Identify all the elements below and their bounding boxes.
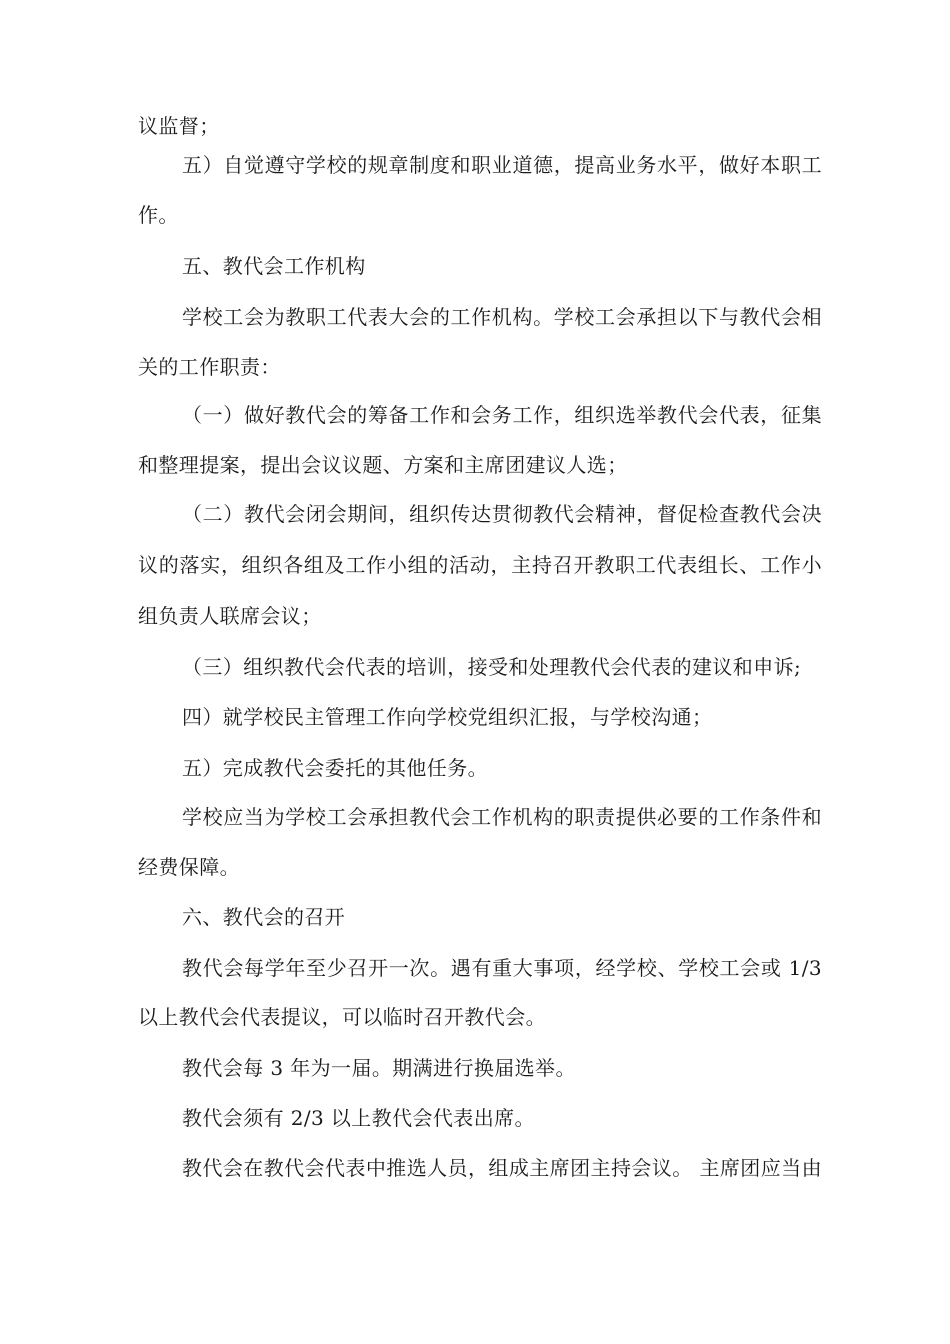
- text-line: 四）就学校民主管理工作向学校党组织汇报，与学校沟通；: [182, 705, 713, 729]
- text-line: 经费保障。: [138, 855, 240, 879]
- text-line: 学校工会为教职工代表大会的工作机构。学校工会承担以下与教代会相: [182, 305, 822, 329]
- text-line: 议监督；: [138, 114, 220, 138]
- text-line: 组负责人联席会议；: [138, 604, 322, 628]
- text-line: 以上教代会代表提议，可以临时召开教代会。: [138, 1005, 546, 1029]
- text-line: （三）组织教代会代表的培训，接受和处理教代会代表的建议和申诉;: [182, 655, 802, 679]
- text-line: 五）完成教代会委托的其他任务。: [182, 756, 488, 780]
- text-line: 五）自觉遵守学校的规章制度和职业道德，提高业务水平，做好本职工: [182, 153, 822, 177]
- text-line: 教代会须有 2/3 以上教代会代表出席。: [182, 1106, 535, 1130]
- text-line: 和整理提案，提出会议议题、方案和主席团建议人选；: [138, 453, 628, 477]
- text-line: （一）做好教代会的筹备工作和会务工作，组织选举教代会代表，征集: [182, 403, 822, 427]
- section-heading: 六、教代会的召开: [182, 905, 346, 929]
- text-line: 学校应当为学校工会承担教代会工作机构的职责提供必要的工作条件和: [182, 805, 822, 829]
- text-line: 教代会在教代会代表中推选人员，组成主席团主持会议。 主席团应当由: [182, 1156, 822, 1180]
- section-heading: 五、教代会工作机构: [182, 254, 366, 278]
- text-line: 作。: [138, 203, 179, 227]
- text-line: 关的工作职责：: [138, 355, 281, 379]
- text-line: 议的落实，组织各组及工作小组的活动，主持召开教职工代表组长、工作小: [138, 553, 822, 577]
- text-line: 教代会每 3 年为一届。期满进行换届选举。: [182, 1056, 576, 1080]
- text-line: （二）教代会闭会期间，组织传达贯彻教代会精神，督促检查教代会决: [182, 502, 822, 526]
- text-line: 教代会每学年至少召开一次。遇有重大事项，经学校、学校工会或 1/3: [182, 956, 822, 980]
